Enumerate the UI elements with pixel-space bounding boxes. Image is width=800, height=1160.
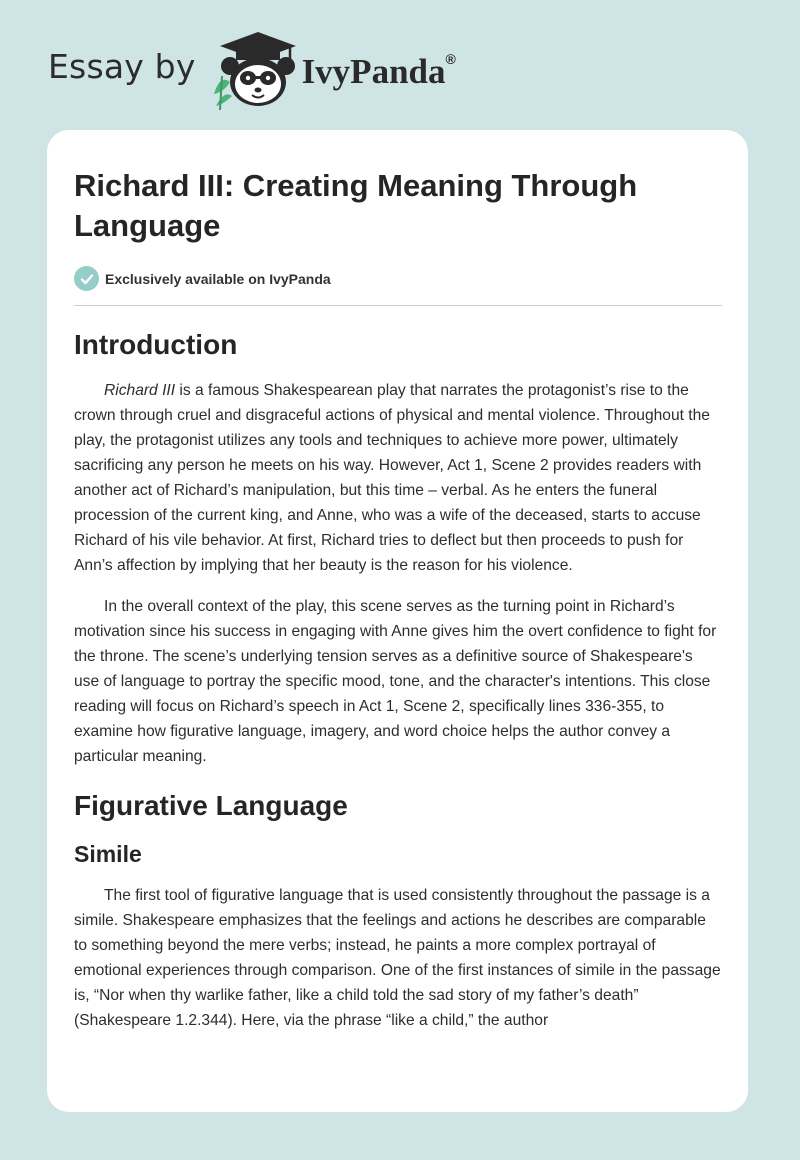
play-title-italic: Richard III xyxy=(104,382,176,399)
site-header xyxy=(48,30,456,110)
simile-heading: Simile xyxy=(74,841,142,867)
title-divider xyxy=(74,305,722,306)
introduction-paragraph-2: In the overall context of the play, this scene serves as the turning point in Richard’s motivation since his success in engaging with Anne gives him the overt confidence to fight for the throne. The scene’s underlying tension serves as a definitive source of Shakespeare's use of language to portray the specific mood, tone, and the character's intentions. This close reading will focus on Richard’s speech in Act 1, Scene 2, specifically lines 336-355, to examine how figurative language, imagery, and word choice helps the author convey a particular meaning. xyxy=(74,598,717,765)
introduction-heading: Introduction xyxy=(74,329,238,360)
exclusive-badge xyxy=(74,266,722,291)
simile-paragraph-1: The first tool of figurative language that is used consistently throughout the passage is a simile. Shakespeare emphasizes that the feelings and actions he describes are comparable to something beyond the mere verbs; instead, he paints a more complex portrayal of emotional experiences through comparison. One of the first instances of simile in the passage is, “Nor when thy warlike father, like a child told the sad story of my father’s death” (Shakespeare 1.2.344). Here, via the phrase “like a child,” the author xyxy=(74,887,721,1029)
check-circle-icon xyxy=(74,266,99,291)
figurative-language-heading: Figurative Language xyxy=(74,790,348,821)
introduction-paragraph-1: Richard III is a famous Shakespearean play that narrates the protagonist’s rise to the crown through cruel and disgraceful actions of physical and mental violence. Throughout the play, the protagonist utilizes any tools and techniques to achieve more power, ultimately sacrificing any person he meets on his way. However, Act 1, Scene 2 provides readers with another act of Richard’s manipulation, but this time – verbal. As he enters the funeral procession of the current king, and Anne, who was a wife of the deceased, starts to accuse Richard of his vile behavior. At first, Richard tries to deflect but then proceeds to push for Ann’s affection by implying that her beauty is the reason for his violence. xyxy=(74,382,710,574)
essay-card xyxy=(47,130,748,1112)
exclusive-badge-text: Exclusively available on IvyPanda xyxy=(105,270,331,287)
essay-title: Richard III: Creating Meaning Through Language xyxy=(74,168,638,243)
essay-by-label: Essay by xyxy=(48,46,196,86)
brand-name[interactable]: IvyPanda® xyxy=(301,51,456,91)
panda-graduate-icon[interactable] xyxy=(210,30,300,110)
